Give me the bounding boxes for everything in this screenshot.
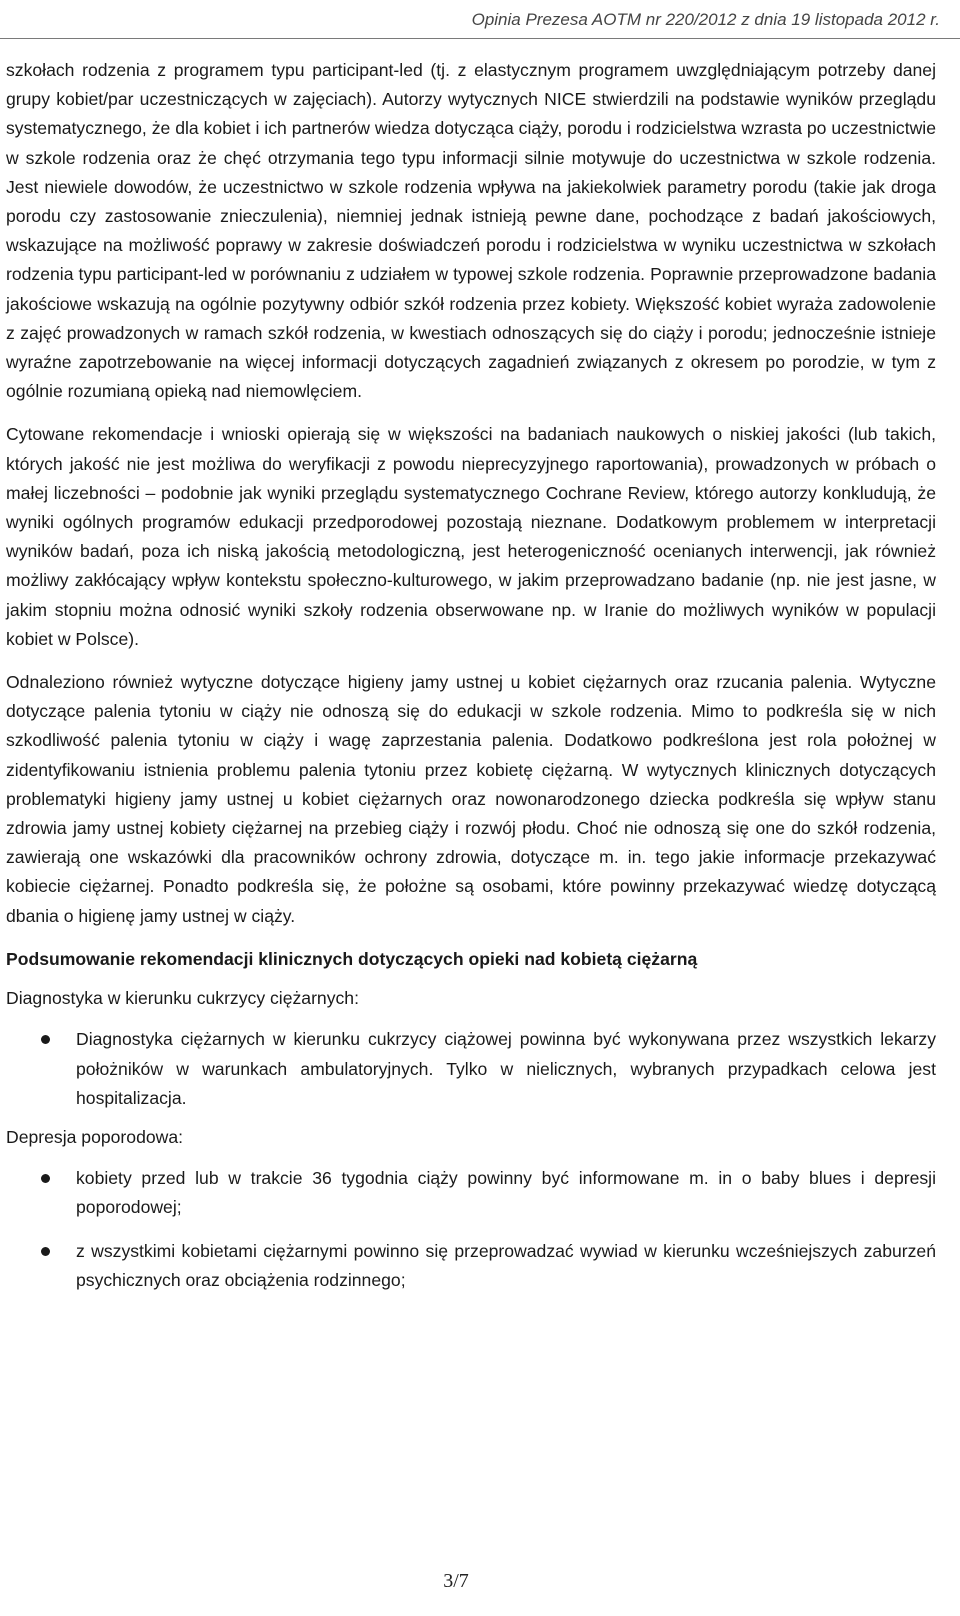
paragraph-school-results: szkołach rodzenia z programem typu participant-led (tj. z elastycznym programem uwzględniającym potrzeby danej grupy kobiet/par uczestniczących w zajęciach). Autorzy wytycznych NICE stwierdzili na podstawie wyników przeglądu systematycznego, że dla kobiet i ich partnerów wiedza dotycząca ciąży, porodu i rodzicielstwa wzrasta po uczestnictwie w szkole rodzenia oraz że chęć otrzymania tego typu informacji silnie motywuje do uczestnictwa w szkole rodzenia. Jest niewiele dowodów, że uczestnictwo w szkole rodzenia wpływa na jakiekolwiek parametry porodu (takie jak droga porodu czy zastosowanie znieczulenia), niemniej jednak istnieją pewne dane, pochodzące z badań jakościowych, wskazujące na możliwość poprawy w zakresie doświadczeń porodu i rodzicielstwa w wyniku uczestnictwa w szkołach rodzenia typu participant-led w porównaniu z udziałem w typowej szkole rodzenia. Poprawnie przeprowadzone badania jakościowe wskazują na ogólnie pozytywny odbiór szkół rodzenia przez kobiety. Większość kobiet wyraża zadowolenie z zajęć prowadzonych w ramach szkół rodzenia, w kwestiach odnoszących się do ciąży i porodu; jednocześnie istnieje wyraźne zapotrzebowanie na więcej informacji dotyczących zagadnień związanych z okresem po porodzie, w tym z ogólnie rozumianą opieką nad niemowlęciem. — [6, 60, 936, 402]
list-item-text: z wszystkimi kobietami ciężarnymi powinno się przeprowadzać wywiad w kierunku wcześniejszych zaburzeń psychicznych oraz obciążenia rodzinnego; — [76, 1240, 936, 1290]
list-item-text: kobiety przed lub w trakcie 36 tygodnia ciąży powinny być informowane m. in o baby blues i depresji poporodowej; — [76, 1168, 936, 1218]
paragraph-oral-hygiene-smoking: Odnaleziono również wytyczne dotyczące higieny jamy ustnej u kobiet ciężarnych oraz rzucania palenia. Wytyczne dotyczące palenia tytoniu w ciąży nie odnoszą się do edukacji w szkole rodzenia. Mimo to podkreśla się w nich szkodliwość palenia tytoniu w ciąży i wagę zaprzestania palenia. Dodatkowo podkreślona jest rola położnej w zidentyfikowaniu istnienia problemu palenia tytoniu przez kobietę ciężarną. W wytycznych klinicznych dotyczących problematyki higieny jamy ustnej u kobiet ciężarnych oraz nowonarodzonego dziecka podkreśla się wpływ stanu zdrowia jamy ustnej kobiety ciężarnej na przebieg ciąży i rozwój płodu. Choć nie odnoszą się one do szkół rodzenia, zawierają one wskazówki dla pracowników ochrony zdrowia, dotyczące m. in. tego jakie informacje przekazywać kobiecie ciężarnej. Ponadto podkreśla się, że położne są osobami, które powinny przekazywać wiedzę dotyczącą dbania o higienę jamy ustnej w ciąży. — [6, 672, 936, 926]
summary-heading: Podsumowanie rekomendacji klinicznych dotyczących opieki nad kobietą ciężarną — [6, 948, 698, 969]
section-title-diabetes: Diagnostyka w kierunku cukrzycy ciężarnych: — [6, 988, 359, 1009]
bullet-icon — [41, 1174, 50, 1183]
list-item — [6, 1164, 936, 1222]
list-item — [6, 1237, 936, 1295]
document-body — [6, 56, 936, 1295]
bullet-icon — [41, 1035, 50, 1044]
bullet-icon — [41, 1247, 50, 1256]
list-item-text: Diagnostyka ciężarnych w kierunku cukrzycy ciążowej powinna być wykonywana przez wszystkich lekarzy położników w warunkach ambulatoryjnych. Tylko w nielicznych, wybranych przypadkach celowa jest hospitalizacja. — [76, 1029, 936, 1108]
paragraph-evidence-quality: Cytowane rekomendacje i wnioski opierają się w większości na badaniach naukowych o niskiej jakości (lub takich, których jakość nie jest możliwa do weryfikacji z powodu nieprecyzyjnego raportowania), prowadzonych w próbach o małej liczebności – podobnie jak wyniki przeglądu systematycznego Cochrane Review, którego autorzy konkludują, że wyniki ogólnych programów edukacji przedporodowej pozostają nieznane. Dodatkowym problemem w interpretacji wyników badań, poza ich niską jakością metodologiczną, jest heterogeniczność ocenianych interwencji, jak również możliwy zakłócający wpływ kontekstu społeczno-kulturowego, w jakim przeprowadzano badanie (np. nie jest jasne, w jakim stopniu można odnosić wyniki szkoły rodzenia obserwowane np. w Iranie do możliwych wyników w populacji kobiet w Polsce). — [6, 424, 936, 649]
page-header-title: Opinia Prezesa AOTM nr 220/2012 z dnia 19 listopada 2012 r. — [471, 10, 940, 29]
header-divider — [0, 38, 960, 39]
list-item — [6, 1025, 936, 1113]
section-title-postpartum-depression: Depresja poporodowa: — [6, 1126, 184, 1147]
depression-bullet-list — [6, 1164, 936, 1295]
diabetes-bullet-list — [6, 1025, 936, 1113]
page-number: 3/7 — [443, 1570, 469, 1592]
